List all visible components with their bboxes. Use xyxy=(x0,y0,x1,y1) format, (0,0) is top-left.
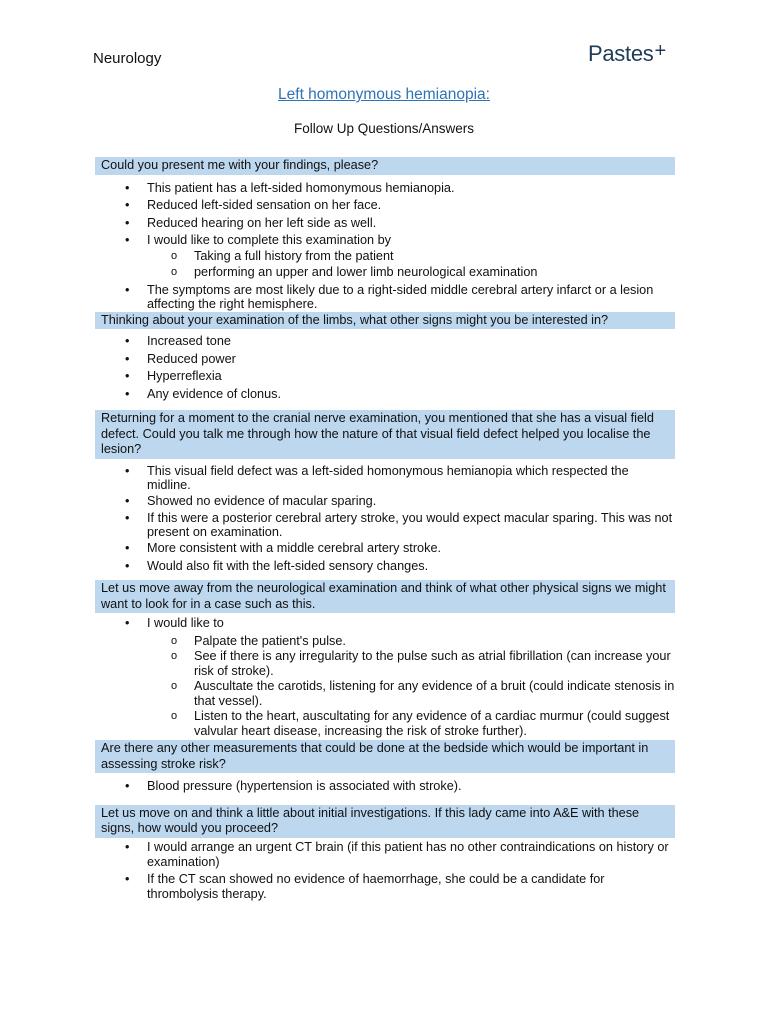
sub-item: o Listen to the heart, auscultating for any evidence of a cardiac murmur (could suggest valvular heart disease, increasing the risk of stroke further). xyxy=(147,709,675,738)
answer-item xyxy=(95,616,675,738)
answer-item: • More consistent with a middle cerebral artery stroke. xyxy=(95,541,675,557)
sub-list xyxy=(147,634,675,739)
sub-item: o See if there is any irregularity to the pulse such as atrial fibrillation (can increase your risk of stroke). xyxy=(147,649,675,678)
answer-list-5 xyxy=(95,779,675,795)
section-label: Neurology xyxy=(93,50,162,67)
answer-item: • Reduced power xyxy=(95,352,675,368)
answer-item xyxy=(95,233,675,281)
question-3: Returning for a moment to the cranial nerve examination, you mentioned that she has a visual field defect. Could you talk me through how the nature of that visual field defect helped you localise the lesion? xyxy=(95,410,675,459)
answer-item: • Increased tone xyxy=(95,334,675,350)
logo-text: Pastes xyxy=(588,41,654,66)
sub-item: o Auscultate the carotids, listening for any evidence of a bruit (could indicate stenosis in that vessel). xyxy=(147,679,675,708)
spacer xyxy=(95,797,675,805)
answer-item: • Would also fit with the left-sided sensory changes. xyxy=(95,559,675,575)
question-2: Thinking about your examination of the limbs, what other signs might you be interested in? xyxy=(95,312,675,330)
answer-item: • Reduced left-sided sensation on her face. xyxy=(95,198,675,214)
question-1: Could you present me with your findings, please? xyxy=(95,157,675,175)
answer-text: I would like to complete this examination by xyxy=(147,233,392,247)
question-5: Are there any other measurements that could be done at the bedside which would be important in assessing stroke risk? xyxy=(95,740,675,773)
answer-item: • Blood pressure (hypertension is associated with stroke). xyxy=(95,779,675,795)
answer-item: • I would arrange an urgent CT brain (if this patient has no other contraindications on history or examination) xyxy=(95,840,675,870)
answer-item: • Hyperreflexia xyxy=(95,369,675,385)
pastest-logo xyxy=(588,40,666,67)
answer-list-3 xyxy=(95,464,675,575)
answer-item: • Any evidence of clonus. xyxy=(95,387,675,403)
answer-item: • If the CT scan showed no evidence of haemorrhage, she could be a candidate for thrombolysis therapy. xyxy=(95,872,675,902)
answer-item: • Showed no evidence of macular sparing. xyxy=(95,494,675,510)
answer-list-1 xyxy=(95,181,675,311)
answer-item: • Reduced hearing on her left side as well. xyxy=(95,216,675,232)
answer-list-4 xyxy=(95,616,675,738)
sub-item: o Palpate the patient's pulse. xyxy=(147,634,675,649)
page-subtitle: Follow Up Questions/Answers xyxy=(293,121,475,136)
sub-item: o performing an upper and lower limb neurological examination xyxy=(147,265,675,281)
qa-content xyxy=(95,157,675,904)
sub-list xyxy=(147,249,675,281)
question-4: Let us move away from the neurological examination and think of what other physical signs we might want to look for in a case such as this. xyxy=(95,580,675,613)
answer-text: I would like to xyxy=(147,616,224,630)
answer-item: • The symptoms are most likely due to a right-sided middle cerebral artery infarct or a lesion affecting the right hemisphere. xyxy=(95,283,675,311)
answer-item: • This patient has a left-sided homonymous hemianopia. xyxy=(95,181,675,197)
page-title: Left homonymous hemianopia: xyxy=(278,86,490,103)
answer-item: • This visual field defect was a left-sided homonymous hemianopia which respected the midline. xyxy=(95,464,675,492)
answer-item: • If this were a posterior cerebral artery stroke, you would expect macular sparing. This was not present on examination. xyxy=(95,511,675,539)
answer-list-2 xyxy=(95,334,675,402)
question-6: Let us move on and think a little about initial investigations. If this lady came into A&E with these signs, how would you proceed? xyxy=(95,805,675,838)
logo-plus: + xyxy=(654,40,666,62)
answer-list-6 xyxy=(95,840,675,902)
sub-item: o Taking a full history from the patient xyxy=(147,249,675,265)
